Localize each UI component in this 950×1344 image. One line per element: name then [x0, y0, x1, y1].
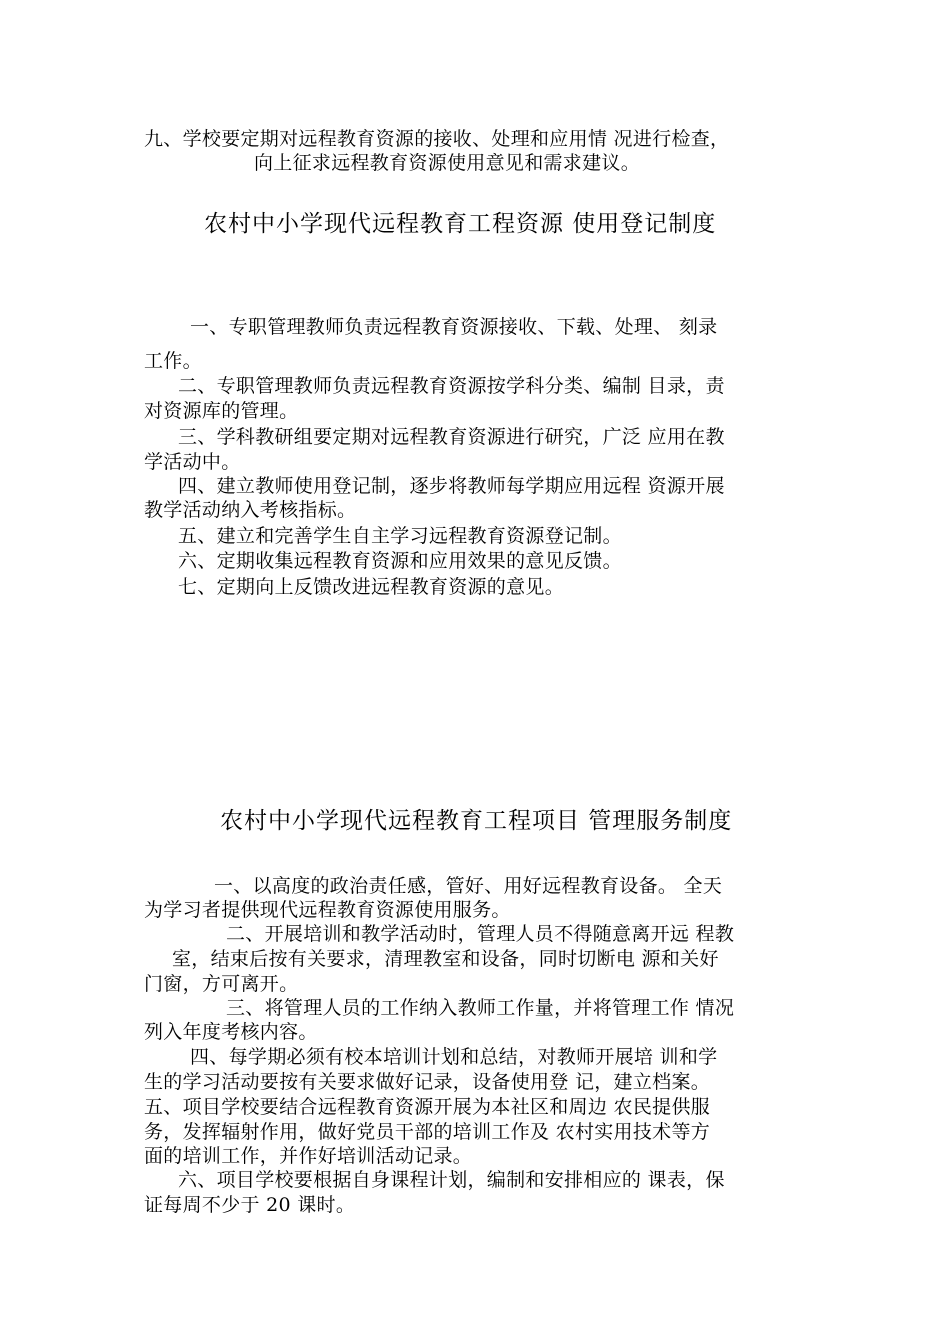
service-item-5-line-1: 五、项目学校要结合远程教育资源开展为本社区和周边 农民提供服	[144, 1096, 711, 1118]
service-item-2-line-2: 室，结束后按有关要求，清理教室和设备，同时切断电 源和关好	[172, 948, 719, 970]
service-item-1-line-2: 为学习者提供现代远程教育资源使用服务。	[144, 899, 511, 921]
section-nine-line-1: 九、学校要定期对远程教育资源的接收、处理和应用情 况进行检查，	[144, 128, 730, 150]
registration-item-5: 五、建立和完善学生自主学习远程教育资源登记制。	[178, 525, 622, 547]
registration-item-7: 七、定期向上反馈改进远程教育资源的意见。	[178, 576, 565, 598]
registration-item-2-line-1: 二、专职管理教师负责远程教育资源按学科分类、编制 目录，责	[178, 375, 725, 397]
service-item-6-line-1: 六、项目学校要根据自身课程计划，编制和安排相应的 课表，保	[178, 1169, 725, 1191]
registration-item-6: 六、定期收集远程教育资源和应用效果的意见反馈。	[178, 550, 622, 572]
service-item-2-line-1: 二、开展培训和教学活动时，管理人员不得随意离开远 程教	[226, 923, 735, 945]
service-item-3-line-1: 三、将管理人员的工作纳入教师工作量，并将管理工作 情况	[226, 997, 735, 1019]
registration-item-4-line-2: 教学活动纳入考核指标。	[144, 499, 357, 521]
service-item-5-line-2: 务，发挥辐射作用，做好党员干部的培训工作及 农村实用技术等方	[144, 1121, 711, 1143]
service-item-2-line-3: 门窗，方可离开。	[144, 973, 299, 995]
service-item-4-line-2: 生的学习活动要按有关要求做好记录，设备使用登 记，建立档案。	[144, 1071, 711, 1093]
section-nine-line-2: 向上征求远程教育资源使用意见和需求建议。	[254, 152, 641, 174]
service-item-5-line-3: 面的培训工作，并作好培训活动记录。	[144, 1145, 473, 1167]
registration-item-3-line-1: 三、学科教研组要定期对远程教育资源进行研究，广泛 应用在教	[178, 426, 725, 448]
service-system-title: 农村中小学现代远程教育工程项目 管理服务制度	[220, 808, 733, 834]
registration-item-1-line-1: 一、专职管理教师负责远程教育资源接收、下载、处理、 刻录	[190, 316, 718, 338]
registration-item-1-line-2: 工作。	[144, 350, 202, 372]
service-item-6-line-2: 证每周不少于 20 课时。	[144, 1194, 356, 1216]
service-item-4-line-1: 四、每学期必须有校本培训计划和总结，对教师开展培 训和学	[190, 1046, 718, 1068]
registration-item-3-line-2: 学活动中。	[144, 451, 241, 473]
registration-item-2-line-2: 对资源库的管理。	[144, 400, 299, 422]
service-item-1-line-1: 一、以高度的政治责任感，管好、用好远程教育设备。 全天	[214, 875, 723, 897]
registration-item-4-line-1: 四、建立教师使用登记制，逐步将教师每学期应用远程 资源开展	[178, 475, 725, 497]
service-item-3-line-2: 列入年度考核内容。	[144, 1021, 318, 1043]
registration-system-title: 农村中小学现代远程教育工程资源 使用登记制度	[204, 211, 717, 237]
